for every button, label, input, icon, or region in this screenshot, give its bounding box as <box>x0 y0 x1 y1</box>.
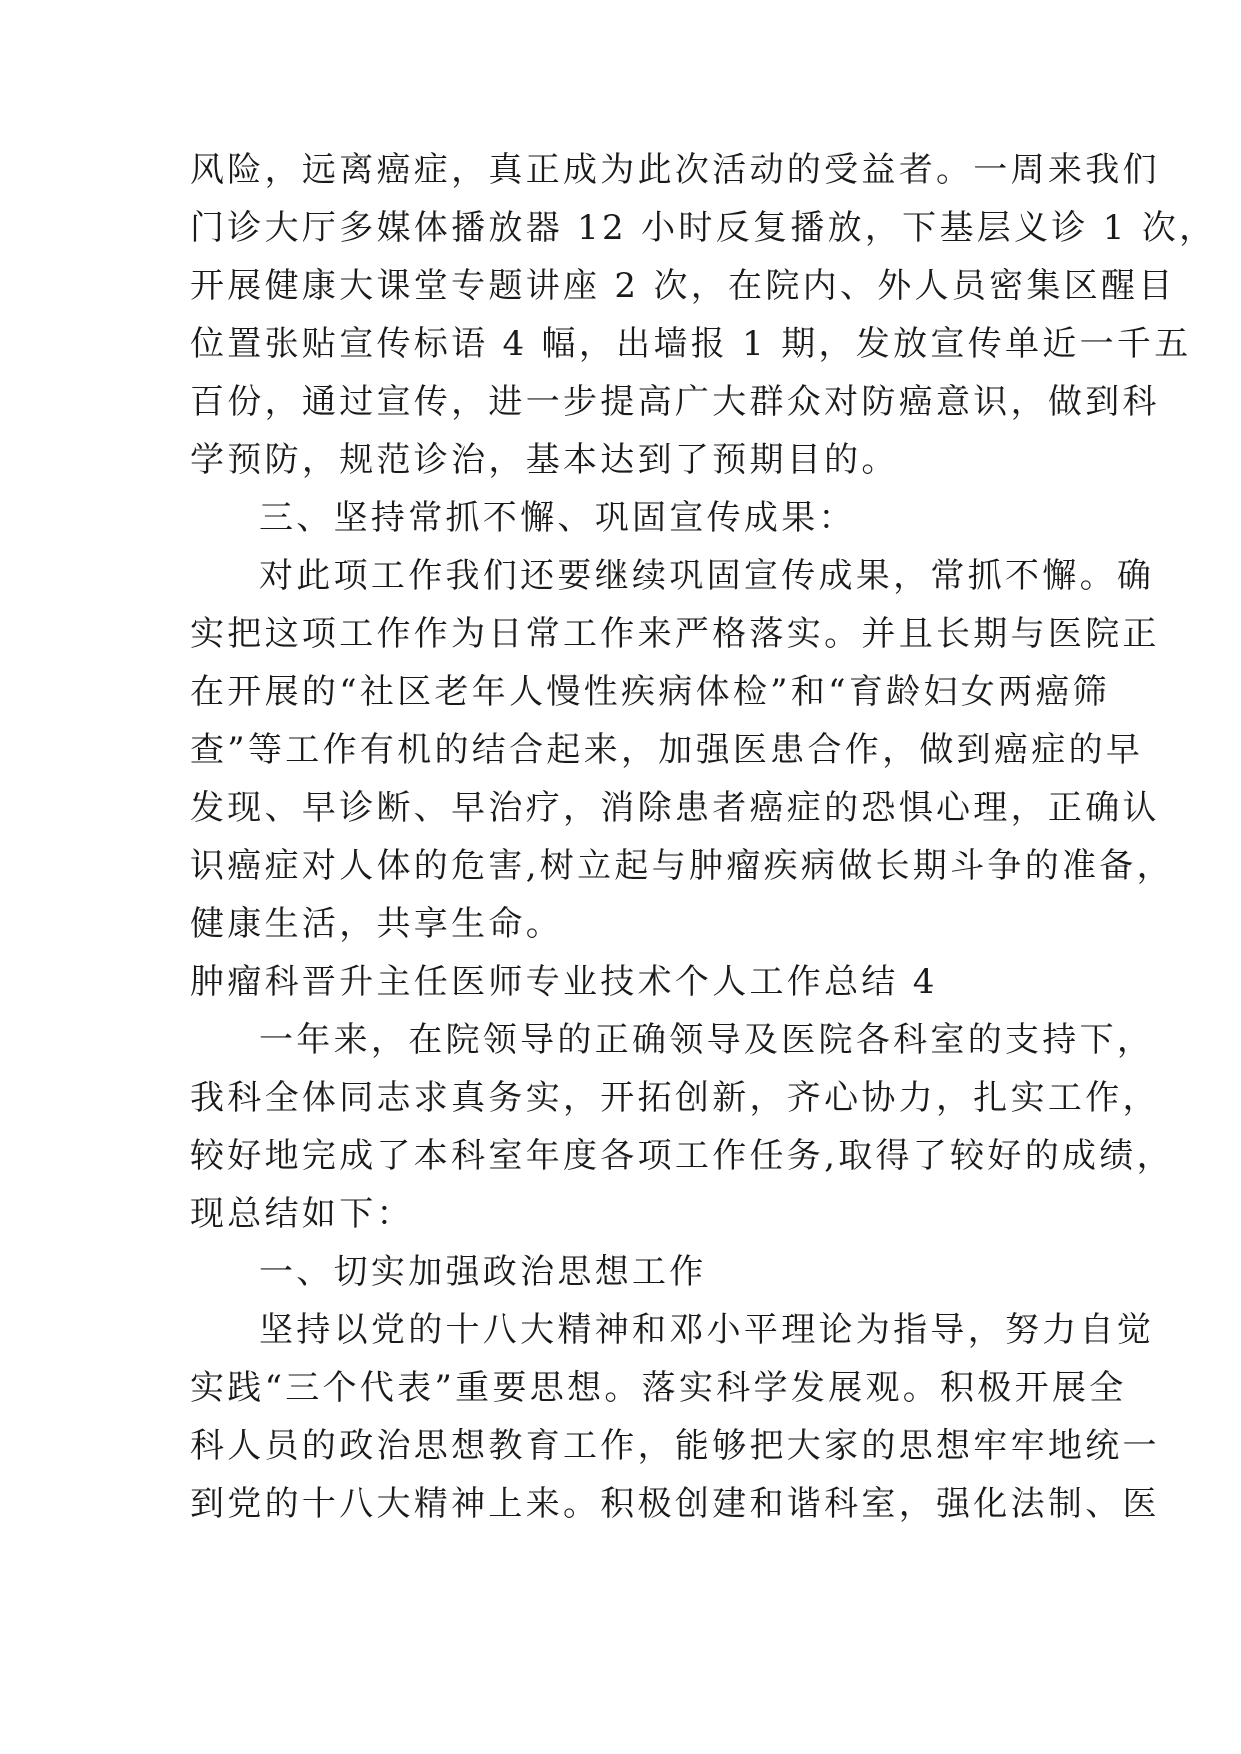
paragraph-line: 门诊大厅多媒体播放器 12 小时反复播放，下基层义诊 1 次， <box>190 208 1217 248</box>
section-heading: 三、坚持常抓不懈、巩固宣传成果： <box>259 498 856 538</box>
paragraph-line: 查”等工作有机的结合起来，加强医患合作，做到癌症的早 <box>190 730 1144 770</box>
paragraph-line: 发现、早诊断、早治疗，消除患者癌症的恐惧心理，正确认 <box>190 788 1160 828</box>
paragraph-line: 坚持以党的十八大精神和邓小平理论为指导，努力自觉 <box>259 1310 1155 1350</box>
paragraph-line: 我科全体同志求真务实，开拓创新，齐心协力，扎实工作， <box>190 1078 1160 1118</box>
paragraph-line: 实把这项工作作为日常工作来严格落实。并且长期与医院正 <box>190 614 1160 654</box>
paragraph-line: 健康生活，共享生命。 <box>190 904 563 944</box>
paragraph-line: 对此项工作我们还要继续巩固宣传成果，常抓不懈。确 <box>259 556 1155 596</box>
paragraph-line: 百份，通过宣传，进一步提高广大群众对防癌意识，做到科 <box>190 382 1160 422</box>
paragraph-line: 科人员的政治思想教育工作，能够把大家的思想牢牢地统一 <box>190 1426 1160 1466</box>
document-title: 肿瘤科晋升主任医师专业技术个人工作总结 4 <box>190 962 938 1002</box>
paragraph-line: 较好地完成了本科室年度各项工作任务,取得了较好的成绩， <box>190 1136 1174 1176</box>
section-heading: 一、切实加强政治思想工作 <box>259 1252 707 1292</box>
paragraph-line: 在开展的“社区老年人慢性疾病体检”和“育龄妇女两癌筛 <box>190 672 1110 712</box>
paragraph-line: 学预防，规范诊治，基本达到了预期目的。 <box>190 440 899 480</box>
paragraph-line: 现总结如下： <box>190 1194 414 1234</box>
paragraph-line: 识癌症对人体的危害,树立起与肿瘤疾病做长期斗争的准备， <box>190 846 1174 886</box>
paragraph-line: 开展健康大课堂专题讲座 2 次，在院内、外人员密集区醒目 <box>190 266 1176 306</box>
paragraph-line: 实践“三个代表”重要思想。落实科学发展观。积极开展全 <box>190 1368 1127 1408</box>
paragraph-line: 位置张贴宣传标语 4 幅，出墙报 1 期，发放宣传单近一千五 <box>190 324 1192 364</box>
paragraph-line: 到党的十八大精神上来。积极创建和谐科室，强化法制、医 <box>190 1484 1160 1524</box>
paragraph-line: 风险，远离癌症，真正成为此次活动的受益者。一周来我们 <box>190 150 1160 190</box>
paragraph-line: 一年来，在院领导的正确领导及医院各科室的支持下， <box>259 1020 1155 1060</box>
